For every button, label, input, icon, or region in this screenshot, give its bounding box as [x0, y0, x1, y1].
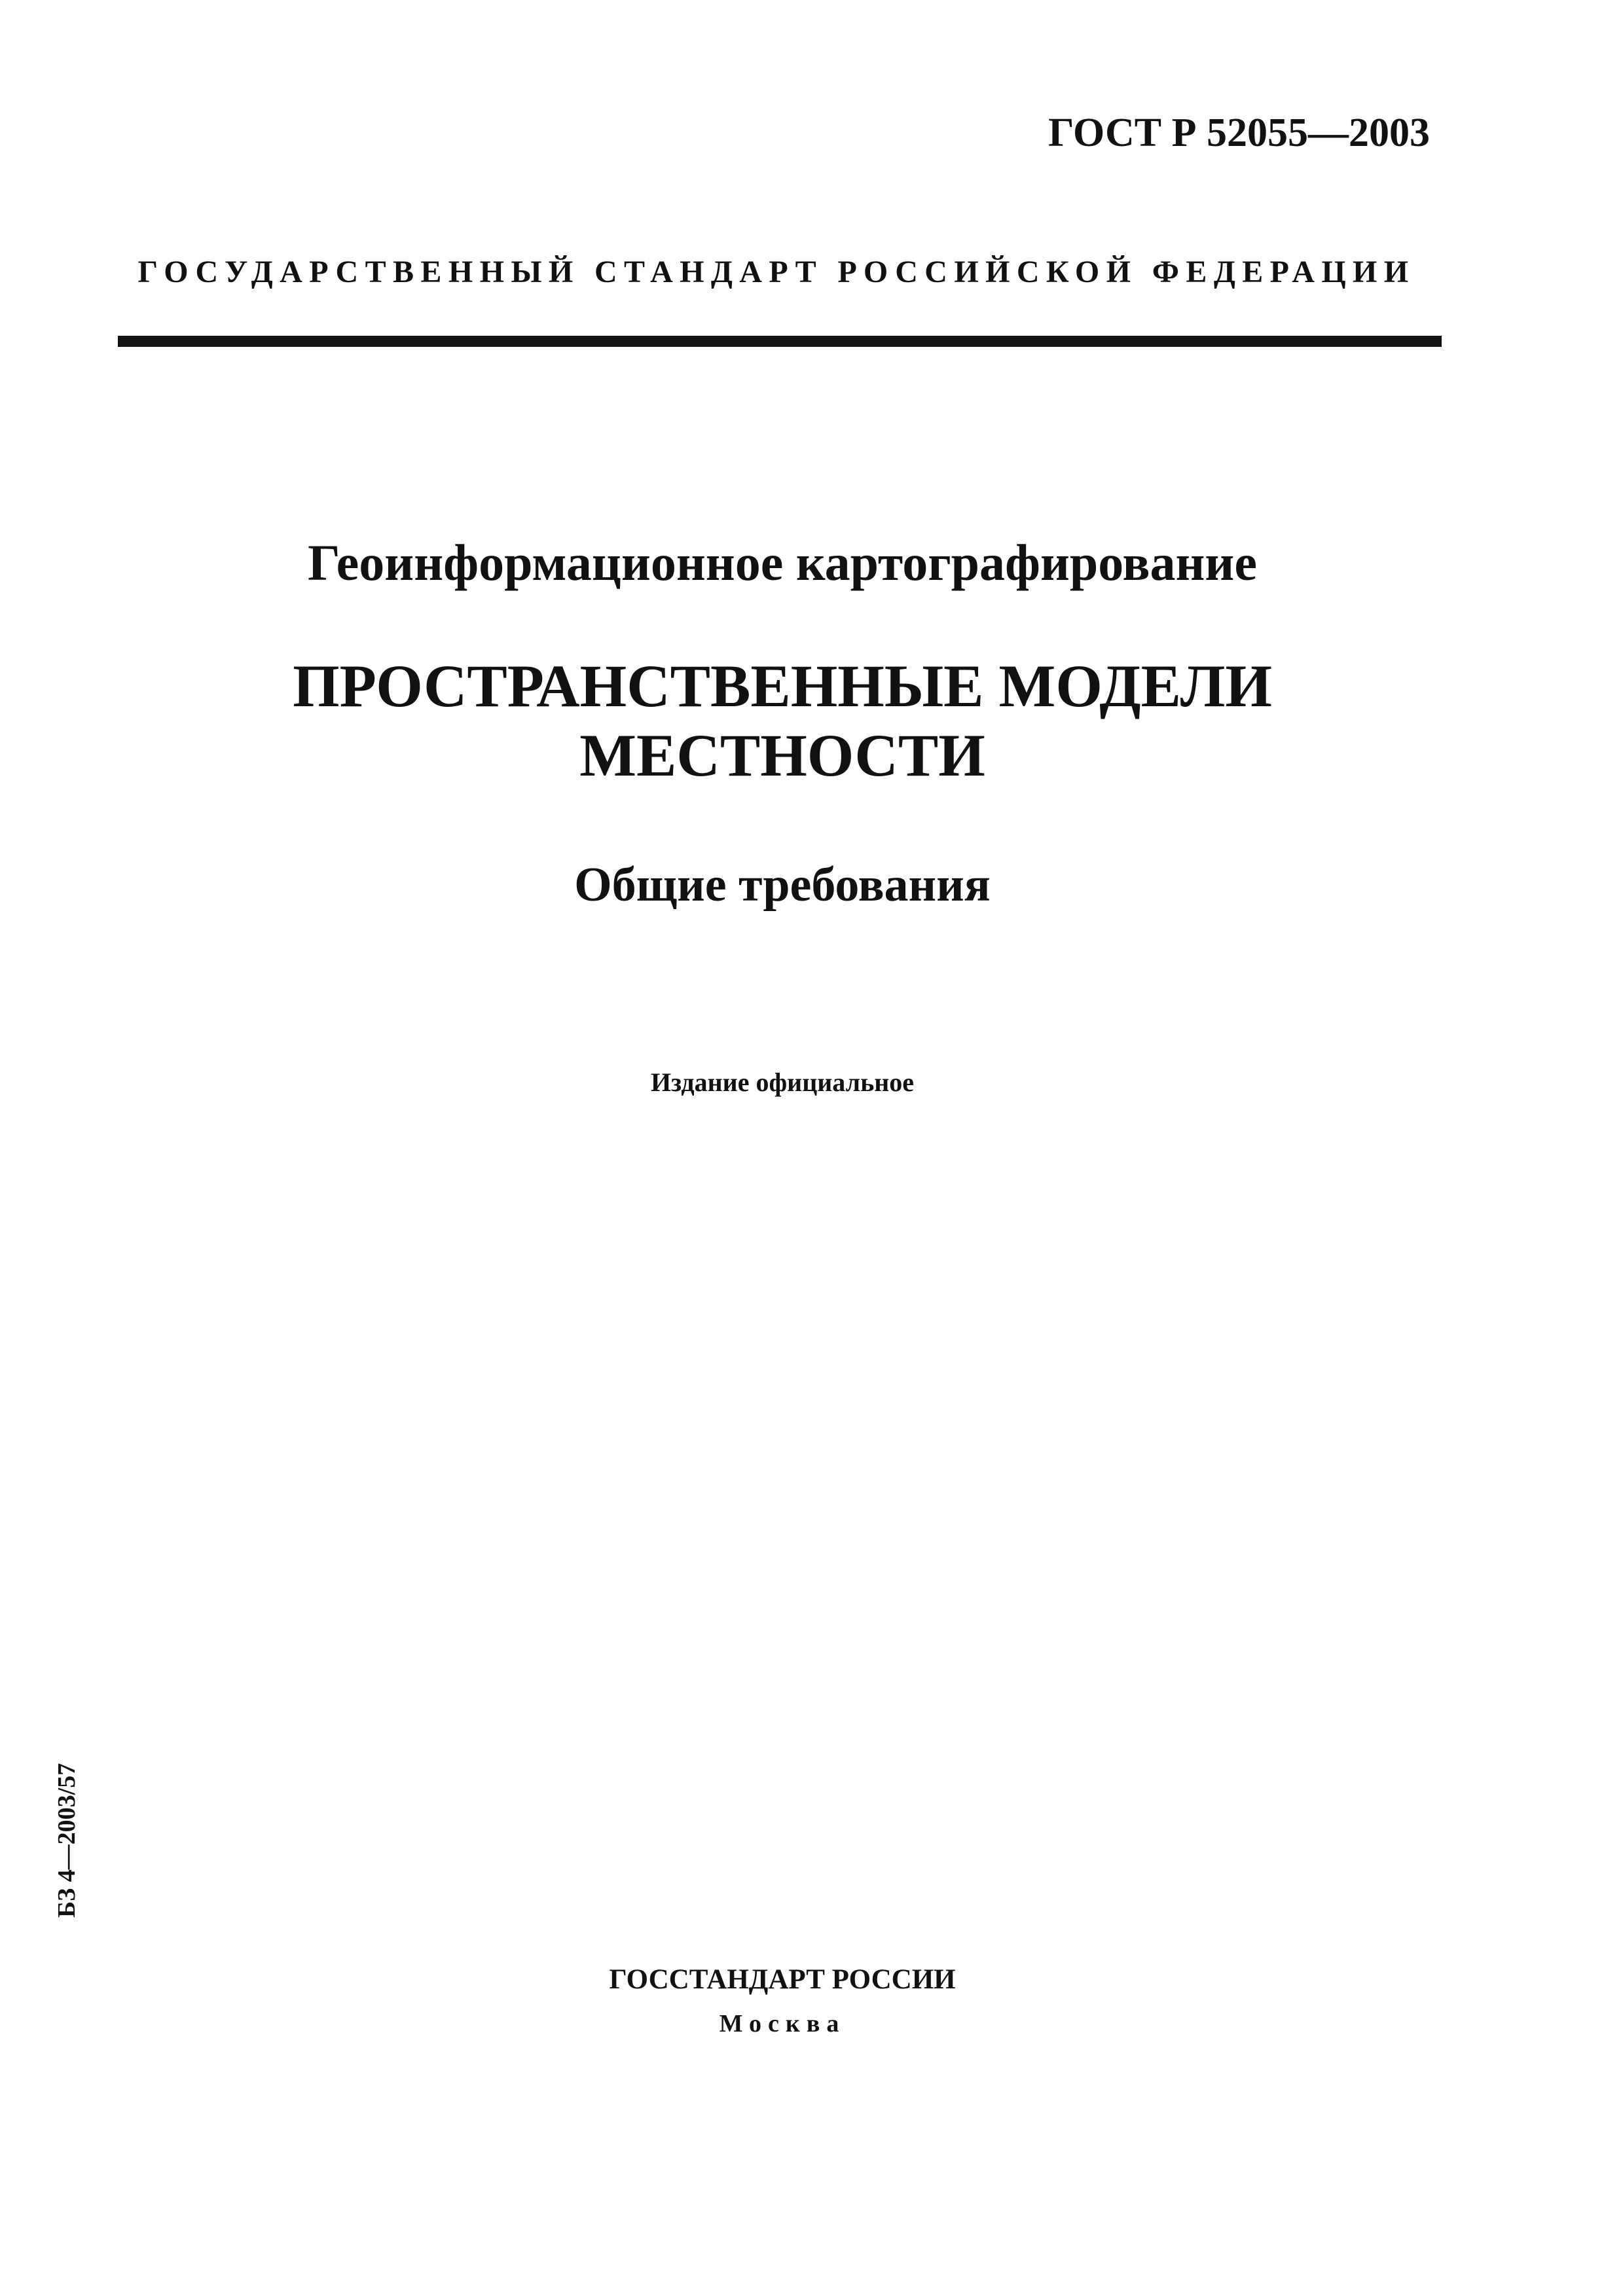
city: Москва [719, 2010, 846, 2037]
standard-header: ГОСУДАРСТВЕННЫЙ СТАНДАРТ РОССИЙСКОЙ ФЕДЕРАЦИИ [137, 255, 1415, 289]
side-code: БЗ 4—2003/57 [53, 1763, 81, 1918]
subtitle: Общие требования [574, 858, 991, 912]
series-title: Геоинформационное картографирование [307, 534, 1257, 591]
header-rule [118, 336, 1442, 347]
edition-note: Издание официальное [650, 1067, 915, 1097]
document-number: ГОСТ Р 52055—2003 [1048, 111, 1430, 155]
main-title-line-2: МЕСТНОСТИ [579, 722, 985, 789]
publisher: ГОССТАНДАРТ РОССИИ [609, 1964, 956, 1995]
main-title [0, 651, 1565, 790]
main-title-line-1: ПРОСТРАНСТВЕННЫЕ МОДЕЛИ [293, 653, 1272, 719]
